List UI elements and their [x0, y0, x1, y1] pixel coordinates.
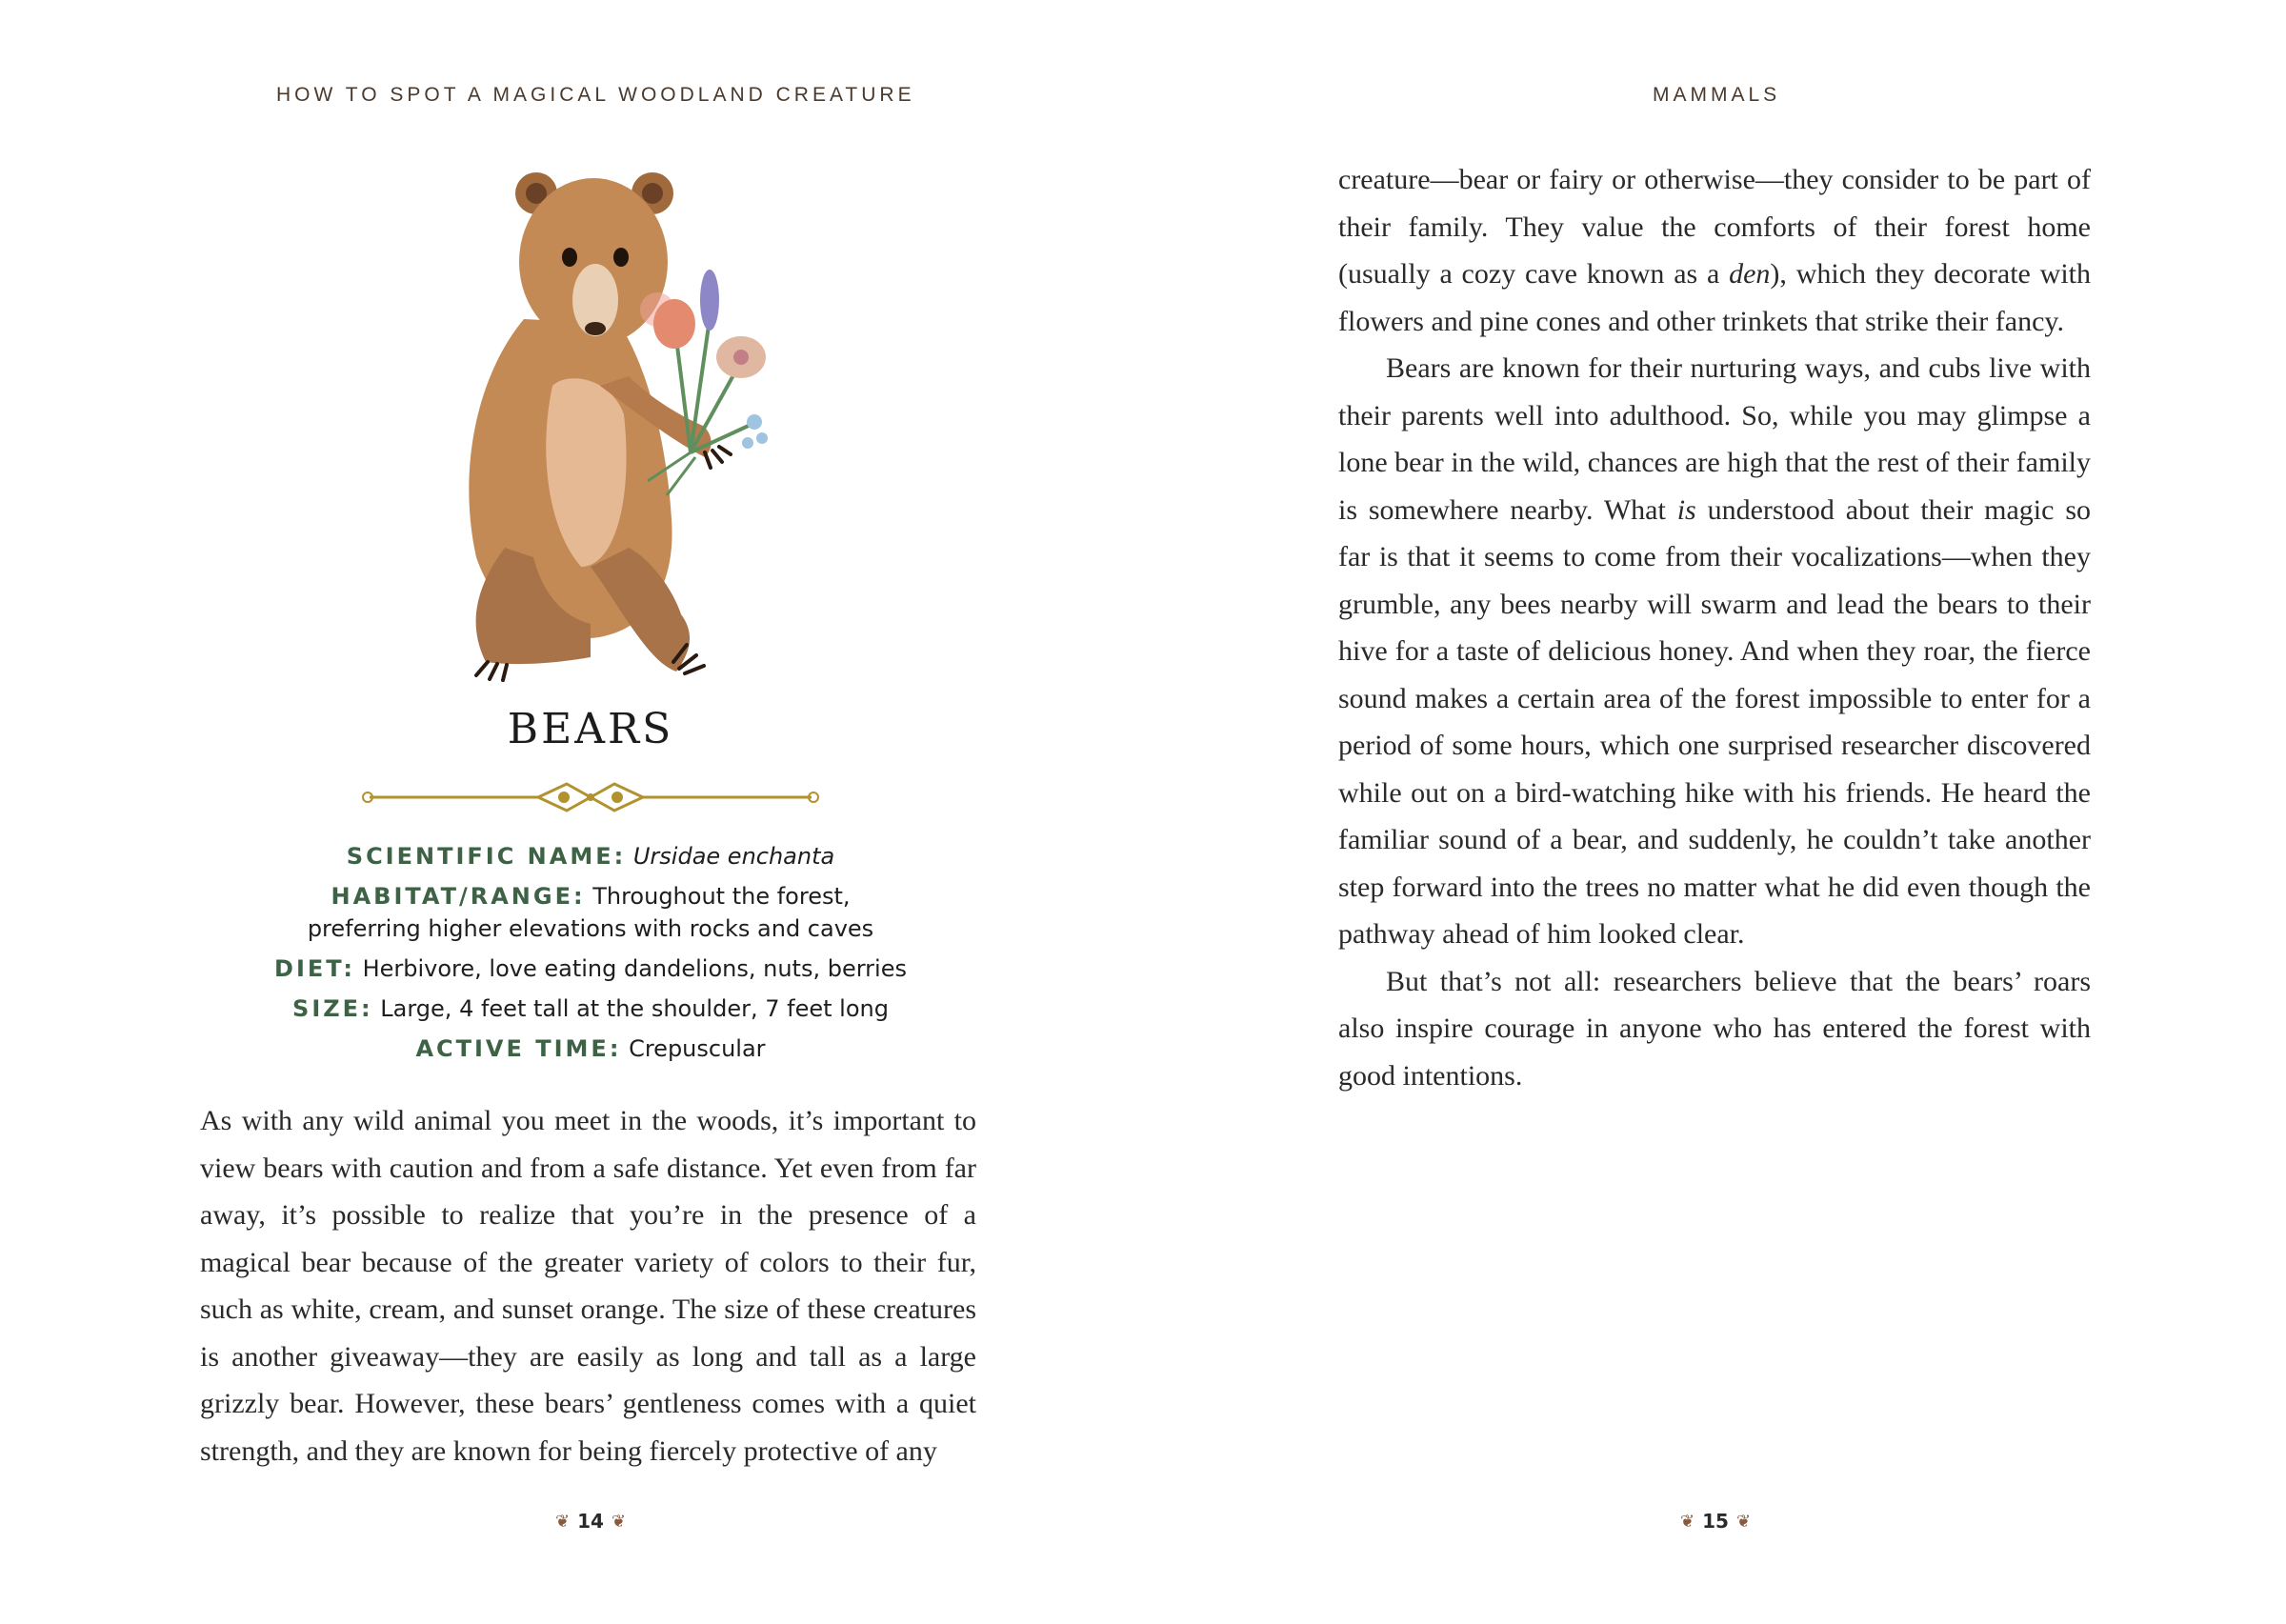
body-text-right — [1338, 156, 2091, 1099]
fact-value-continued: preferring higher elevations with rocks and caves — [307, 915, 874, 942]
paragraph: As with any wild animal you meet in the woods, it’s important to view bears with caution and from a safe distance. Yet even from far away, it’s possible to realize that you’re in the presence of a magical bear because of the greater variety of colors to their fur, such as white, cream, and sunset orange. The size of these creatures is another giveaway—they are easily as long and tall as a large grizzly bear. However, these bears’ gentleness comes with a quiet strength, and they are known for being fiercely protective of any — [200, 1105, 976, 1467]
text-run: understood about their magic so far is that it seems to come from their vocalizations—when they grumble, any bees nearby will swarm and lead the bears to their hive for a taste of delicious honey. And when they roar, the fierce sound makes a certain area of the forest impossible to enter for a period of some hours, which one surprised researcher discovered while out on a bird-watching hike with his friends. He heard the familiar sound of a bear, and suddenly, he couldn’t take another step forward into the trees no matter what he did even though the pathway ahead of him looked clear. — [1338, 493, 2092, 950]
paragraph: But that’s not all: researchers believe that the bears’ roars also inspire courage in anyone who has entered the forest with good intentions. — [1338, 965, 2091, 1092]
fact-value: Herbivore, love eating dandelions, nuts, berries — [362, 955, 907, 982]
text-run: creature—bear or fairy or otherwise—they consider to be part of their family. They value the comforts of their forest home (usually a cozy cave known as a — [1338, 164, 2091, 290]
page-number: 15 — [1702, 1510, 1729, 1533]
page-title: BEARS — [507, 705, 674, 753]
text-run: ), which they decorate with flowers and pine cones and other trinkets that strike their fancy. — [1338, 258, 2091, 337]
fact-value: Large, 4 feet tall at the shoulder, 7 feet long — [380, 995, 889, 1022]
running-head-right: MAMMALS — [1653, 84, 1781, 106]
fact-label: ACTIVE TIME: — [415, 1035, 622, 1062]
page-number-right — [1680, 1510, 1751, 1533]
fact-label: DIET: — [274, 955, 355, 982]
fact-label: HABITAT/RANGE: — [331, 883, 586, 910]
fact-label: SIZE: — [292, 995, 373, 1022]
paragraph — [1338, 345, 2091, 958]
fact-value: Crepuscular — [629, 1035, 766, 1062]
page-number-ornament-icon: ❦ — [555, 1511, 571, 1532]
text-run: Bears are known for their nurturing ways, and cubs live with their parents well into adulthood. So, while you may glimpse a lone bear in the wild, chances are high that the rest of their family is somewhere nearby. What — [1338, 352, 2091, 526]
fact-value: Throughout the forest, — [592, 883, 851, 910]
running-head-left: HOW TO SPOT A MAGICAL WOODLAND CREATURE — [276, 84, 915, 106]
paragraph — [1338, 156, 2091, 345]
page-number: 14 — [577, 1510, 604, 1533]
page-number-ornament-icon: ❦ — [1680, 1511, 1695, 1532]
fact-value: Ursidae enchanta — [632, 843, 835, 870]
emphasis: den — [1729, 258, 1771, 290]
page-number-ornament-icon: ❦ — [1735, 1511, 1752, 1532]
fact-label: SCIENTIFIC NAME: — [346, 843, 627, 870]
page-number-ornament-icon: ❦ — [611, 1511, 627, 1532]
emphasis: is — [1676, 493, 1696, 526]
